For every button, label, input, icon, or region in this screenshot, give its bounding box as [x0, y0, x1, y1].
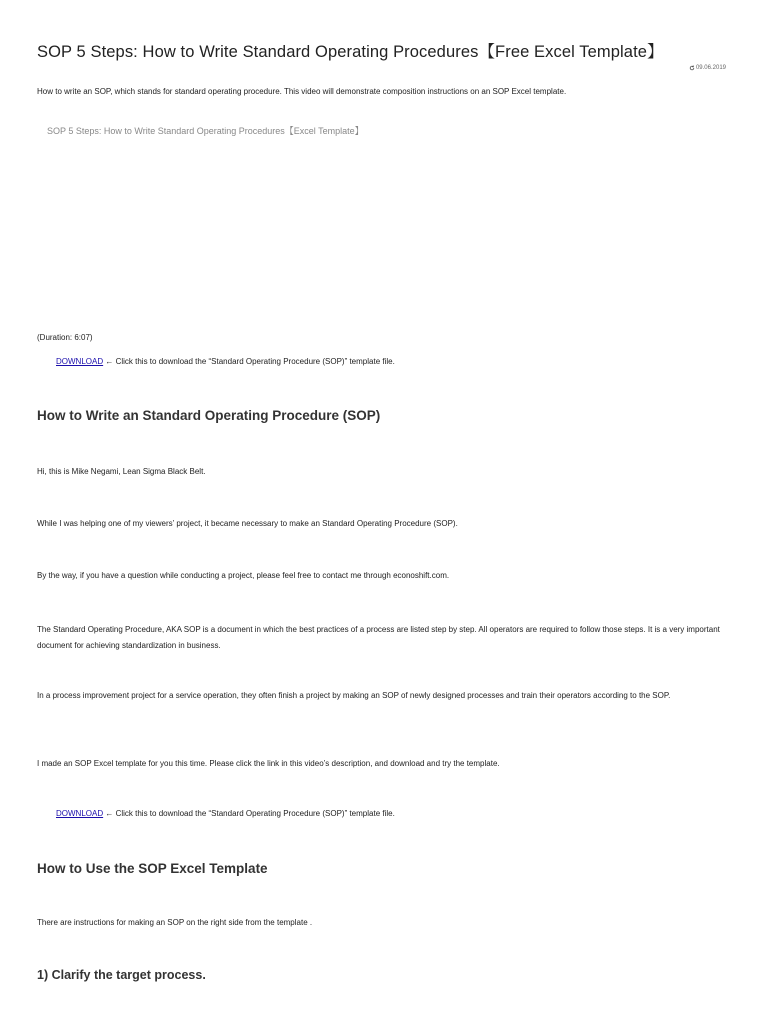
section-heading-how-to-use: How to Use the SOP Excel Template: [37, 861, 268, 876]
video-duration: (Duration: 6:07): [37, 333, 93, 342]
article-title: SOP 5 Steps: How to Write Standard Operating Procedures【Free Excel Template】: [37, 43, 664, 61]
date-text: 09.06.2019: [695, 65, 726, 71]
publish-date: [689, 65, 726, 71]
video-embed[interactable]: [37, 140, 731, 320]
refresh-icon: [689, 65, 695, 71]
paragraph: Hi, this is Mike Negami, Lean Sigma Black Belt.: [37, 467, 206, 476]
paragraph: The Standard Operating Procedure, AKA SOP is a document in which the best practices of a process are listed step by step. All operators are required to follow those steps. It is a very important document for achieving standardization in business.: [37, 625, 720, 650]
download-link[interactable]: DOWNLOAD: [56, 809, 104, 818]
paragraph: By the way, if you have a question while conducting a project, please feel free to contact me through econoshift.com.: [37, 571, 450, 580]
download-description: ← Click this to download the “Standard Operating Procedure (SOP)” template file.: [103, 809, 395, 818]
section-heading-how-to-write: How to Write an Standard Operating Procedure (SOP): [37, 408, 381, 423]
step-heading-clarify: 1) Clarify the target process.: [37, 968, 206, 982]
intro-paragraph: How to write an SOP, which stands for standard operating procedure. This video will demonstrate composition instructions on an SOP Excel template.: [37, 87, 567, 96]
paragraph: In a process improvement project for a service operation, they often finish a project by making an SOP of newly designed processes and train their operators according to the SOP.: [37, 691, 671, 700]
download-line-2: [56, 809, 395, 818]
paragraph: There are instructions for making an SOP on the right side from the template .: [37, 918, 313, 927]
download-line-1: [56, 357, 395, 366]
paragraph: I made an SOP Excel template for you this time. Please click the link in this video’s description, and download and try the template.: [37, 759, 500, 768]
download-description: ← Click this to download the “Standard Operating Procedure (SOP)” template file.: [103, 357, 395, 366]
download-link[interactable]: DOWNLOAD: [56, 357, 104, 366]
video-title[interactable]: SOP 5 Steps: How to Write Standard Operating Procedures【Excel Template】: [47, 126, 364, 136]
paragraph: While I was helping one of my viewers’ project, it became necessary to make an Standard Operating Procedure (SOP).: [37, 519, 458, 528]
